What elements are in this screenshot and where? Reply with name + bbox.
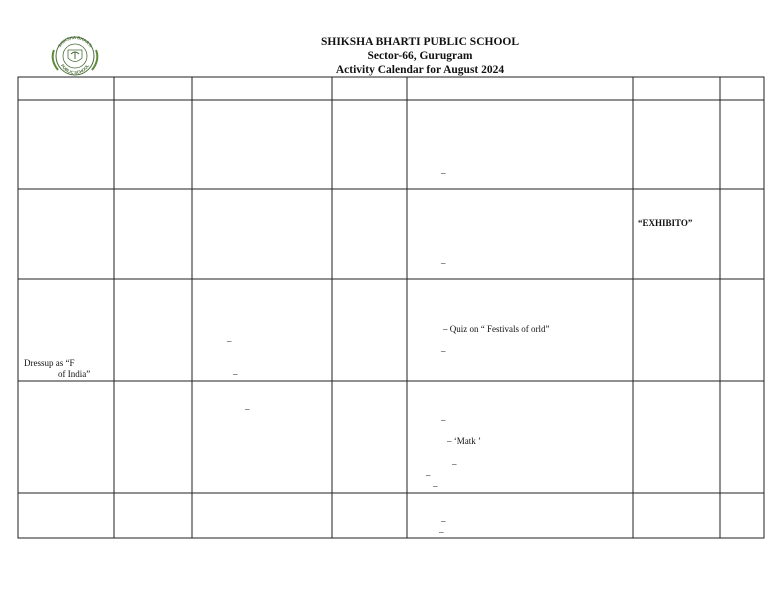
row3-dressup-line1: Dressup as “F bbox=[24, 358, 75, 368]
row3-activity-dash: – bbox=[441, 346, 446, 356]
school-address: Sector-66, Gurugram bbox=[367, 50, 473, 62]
table-border bbox=[18, 77, 764, 538]
row4-dash-c: – bbox=[452, 459, 457, 469]
row3-quiz-festivals: – Quiz on “ Festivals of orld” bbox=[443, 324, 550, 334]
row5-dash-a: – bbox=[441, 516, 446, 526]
row5-dash-b: – bbox=[439, 527, 444, 537]
row4-dash-d: – bbox=[426, 470, 431, 480]
row2-activity-dash: – bbox=[441, 258, 446, 268]
school-name: SHIKSHA BHARTI PUBLIC SCHOOL bbox=[320, 36, 520, 48]
row4-dash-e: – bbox=[433, 481, 438, 491]
row4-col2-dash: – bbox=[245, 404, 250, 414]
row3-col2-dash-b: – bbox=[233, 369, 238, 379]
row2-event-exhibito: “EXHIBITO” bbox=[638, 218, 693, 228]
row4-matki-activity: – ‘Matk ’ bbox=[447, 436, 481, 446]
calendar-title: Activity Calendar for August 2024 bbox=[335, 64, 505, 76]
row3-dressup-line2: of India” bbox=[58, 369, 91, 379]
row1-activity-dash: – bbox=[441, 168, 446, 178]
logo-bottom-text: PUBLIC SCHOOL bbox=[59, 63, 91, 76]
logo-top-text: SHIKSHA BHARTI bbox=[56, 34, 94, 49]
row3-col2-dash-a: – bbox=[227, 336, 232, 346]
row4-dash-a: – bbox=[441, 415, 446, 425]
